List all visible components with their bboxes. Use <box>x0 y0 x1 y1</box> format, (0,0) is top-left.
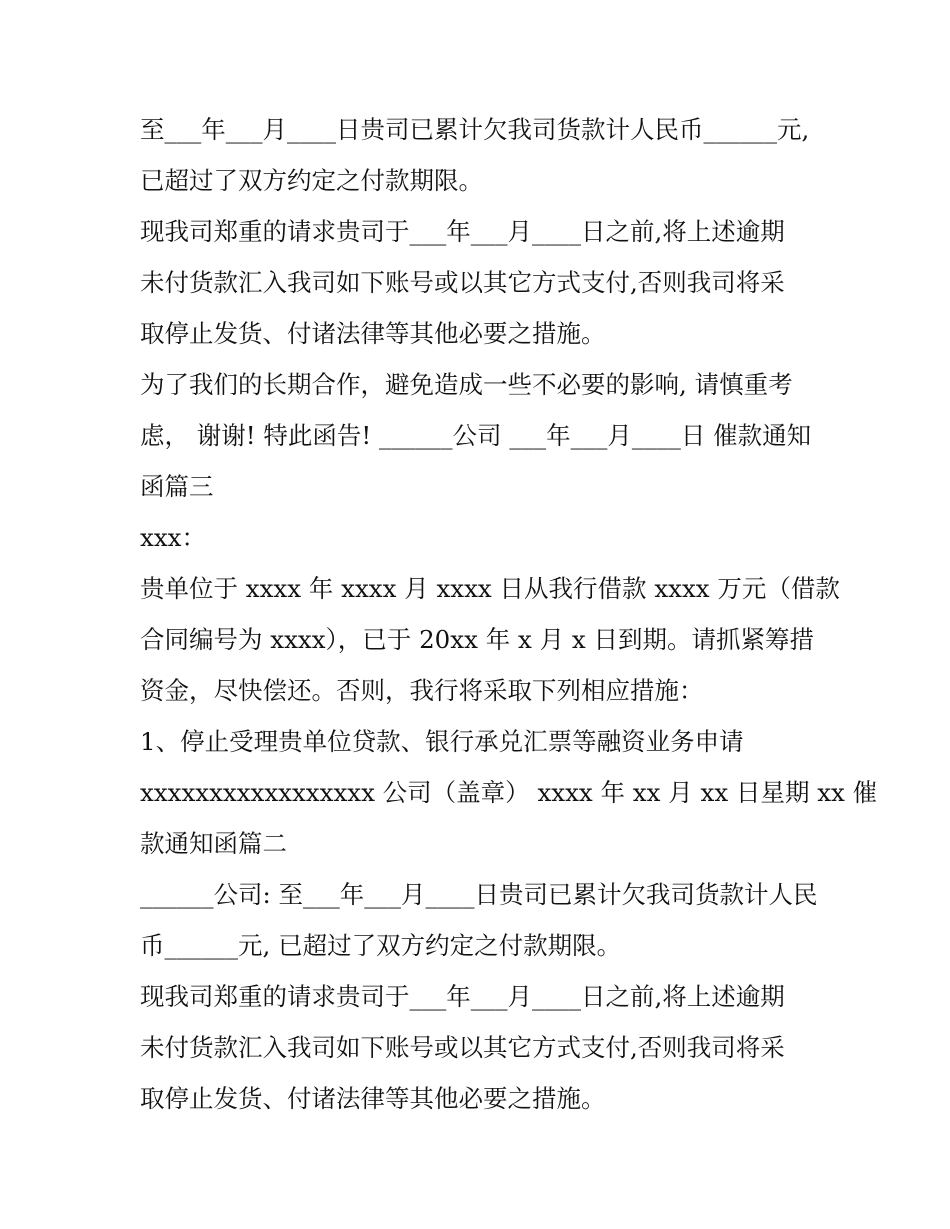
section-title: 函篇三 <box>140 472 214 501</box>
salutation: xxx： <box>140 523 206 552</box>
text-line: 未付货款汇入我司如下账号或以其它方式支付,否则我司将采 <box>140 268 785 297</box>
text-line: 币______元, 已超过了双方约定之付款期限。 <box>140 931 622 960</box>
text-line: 取停止发货、付诸法律等其他必要之措施。 <box>140 319 606 348</box>
text-line: 取停止发货、付诸法律等其他必要之措施。 <box>140 1084 606 1113</box>
document-body <box>140 104 878 1124</box>
text-line: 现我司郑重的请求贵司于___年___月____日之前,将上述逾期 <box>140 982 785 1011</box>
text-line: 至___年___月____日贵司已累计欠我司货款计人民币______元, <box>140 115 810 144</box>
text-line: 虑， 谢谢! 特此函告! ______公司 ___年___月____日 催款通知 <box>140 421 812 450</box>
text-line: 资金，尽快偿还。否则，我行将采取下列相应措施： <box>140 676 704 705</box>
signature-line: xxxxxxxxxxxxxxxxx 公司（盖章） xxxx 年 xx 月 xx 日星期 xx 催 <box>140 778 878 807</box>
text-line: 贵单位于 xxxx 年 xxxx 月 xxxx 日从我行借款 xxxx 万元（借款 <box>140 574 840 603</box>
text-line: 已超过了双方约定之付款期限。 <box>140 166 483 195</box>
text-line: 合同编号为 xxxx），已于 20xx 年 x 月 x 日到期。请抓紧筹措 <box>140 625 814 654</box>
section-title: 款通知函篇二 <box>140 829 287 858</box>
text-line: 为了我们的长期合作，避免造成一些不必要的影响, 请慎重考 <box>140 370 793 399</box>
text-line: 未付货款汇入我司如下账号或以其它方式支付,否则我司将采 <box>140 1033 785 1062</box>
text-line: ______公司: 至___年___月____日贵司已累计欠我司货款计人民 <box>140 880 818 909</box>
list-item: 1、停止受理贵单位贷款、银行承兑汇票等融资业务申请 <box>140 727 744 756</box>
text-line: 现我司郑重的请求贵司于___年___月____日之前,将上述逾期 <box>140 217 785 246</box>
